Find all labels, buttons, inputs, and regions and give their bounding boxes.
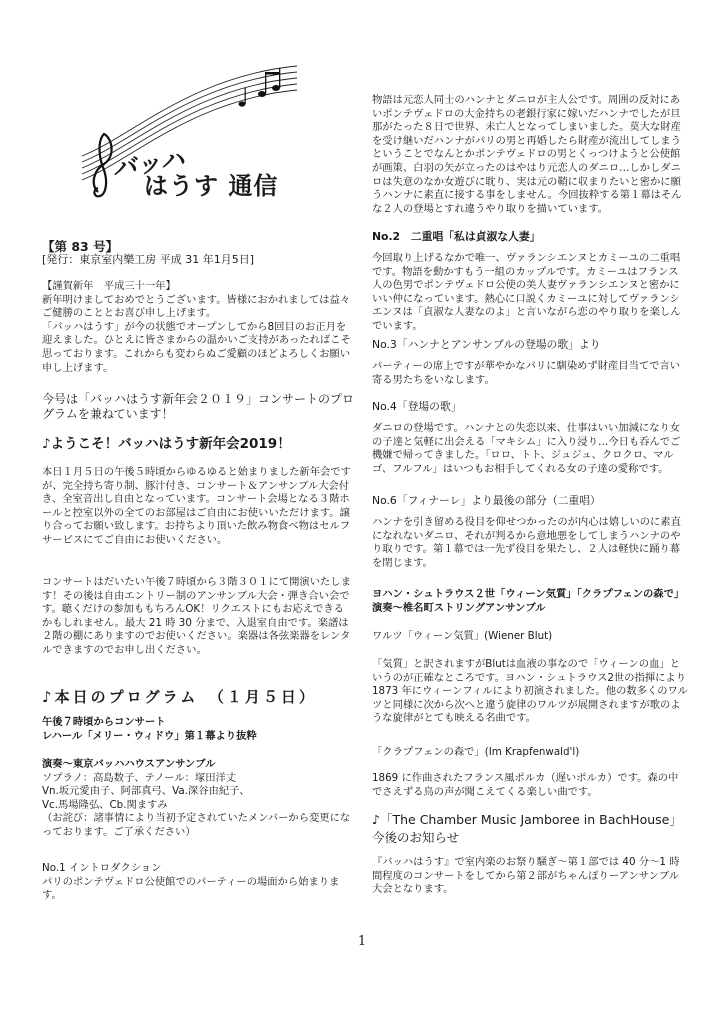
greeting-heading: 【謹賀新年 平成三十一年】 bbox=[42, 280, 176, 292]
jamboree-title: ♪「The Chamber Music Jamboree in BachHouse」 bbox=[372, 812, 682, 827]
no4-text: ダニロの登場です。ハンナとの失恋以来、仕事はいい加減になり女の子達と気軽に出会える「マキシム」に入り浸り…今日も呑んでご機嫌で帰ってきました。「ロロ、トト、ジュジュ、クロクロ、マルゴ、フルフル」はいつもお相手してくれる女の子達の愛称です。 bbox=[372, 422, 681, 475]
no1-section bbox=[42, 862, 354, 903]
krapfenwald-text: 1869 に作曲されたフランス風ポルカ（遅いポルカ）です。森の中でさえずる鳥の声が聞こえてくる楽しい曲です。 bbox=[372, 772, 679, 798]
welcome-paragraph-2: コンサートはだいたい午後７時頃から３階３０１にて開演いたします！その後は自由エントリー制のアンサンブル大会・弾き合い会です。聴くだけの参加ももちろんOK！リクエストにもお応えできるかもしれません。最大 21 時 30 分まで、入退室自由です。楽譜は２階の棚にありますのでお使いください。楽器は各弦楽器をレンタルできますのでお申し出ください。 bbox=[42, 576, 351, 656]
issue-number: 【第 83 号】 bbox=[42, 239, 119, 254]
program-rehearsal: レハール「メリー・ウィドウ」第１幕より抜粋 bbox=[42, 730, 257, 742]
jamboree-subtitle: 今後のお知らせ bbox=[372, 830, 460, 845]
waltz-title: ワルツ「ウィーン気質」(Wiener Blut) bbox=[372, 630, 553, 642]
no1-text: パリのポンテヴェドロ公使館でのパーティーの場面から始まります。 bbox=[42, 875, 340, 902]
no3-title: No.3「ハンナとアンサンブルの登場の歌」より bbox=[372, 338, 601, 351]
publisher-line: [発行：東京室内樂工房 平成 31 年1月5日] bbox=[42, 253, 255, 266]
welcome-paragraph-1: 本日１月５日の午後５時頃からゆるゆると始まりました新年会ですが、完全持ち寄り制、豚汁付き、コンサート＆アンサンブル大会付き、全室音出し自由となっています。コンサート会場となる３階ホールと控室以外の全てのお部屋はご自由にお使いいただけます。譲り合ってお願い致します。お持ちより頂いた飲み物食べ物はセルフサービスにてご自由にお使いください。 bbox=[42, 466, 351, 546]
greeting-paragraph-2: 「バッハはうす」が今の状態でオープンしてから8回目のお正月を迎えました。ひとえに皆さまからの温かいご支持があったればこそ思っております。これからも変わらぬご愛顧のほどよろしくお願い申し上げます。 bbox=[42, 320, 351, 374]
strauss-title-line-2: 演奏～椎名町ストリングアンサンブル bbox=[372, 601, 546, 614]
no4-title: No.4「登場の歌」 bbox=[372, 400, 462, 413]
program-notice: 今号は「バッハはうす新年会２０１９」コンサートのプログラムを兼ねています！ bbox=[42, 392, 355, 421]
program-singers: ソプラノ：高島数子、テノール：塚田洋丈 bbox=[42, 771, 237, 784]
program-ensemble-block bbox=[42, 758, 354, 840]
story-text: 物語は元恋人同士のハンナとダニロが主人公です。周囲の反対にあいポンテヴェドロの大金持ちの老銀行家に嫁いだハンナでしたが旦那がたった８日で世界、未亡人となってしまいました。莫大な財産を受け継いだハンナがパリの男と再婚したら財産が流出してしまうということでなんとかポンテヴェドロの男とくっつけようと公使館が画策、白羽の矢が立ったのはやはり元恋人のダニロ…しかしダニロは失意のなか女遊びに耽り、実は元の鞘に収まりたいと密かに願うハンナに素直に接する事をしません。今回抜粋する第１幕はそんな２人の登場とすれ違うやり取りを描いています。 bbox=[372, 94, 682, 215]
waltz-text: 「気質」と訳されますがBlutは血液の事なので「ウィーンの血」というのが正確なところです。ヨハン・シュトラウス2世の指揮により1873 年にウィーンフィルにより初演されました。他の数多くのワルツと同様に次から次へと違う旋律のワルツが展開されますが歌のような旋律がとても映える名曲です。 bbox=[372, 658, 688, 725]
program-title: ♪本日のプログラム （１月５日） bbox=[42, 688, 317, 706]
logo-title-top: バッハ bbox=[110, 144, 186, 183]
strauss-title-line-1: ヨハン・シュトラウス２世「ウィーン気質」「クラプフェンの森で」 bbox=[372, 588, 685, 600]
no6-title: No.6「フィナーレ」より最後の部分（二重唱） bbox=[372, 494, 601, 507]
no1-title: No.1 イントロダクション bbox=[42, 862, 162, 874]
program-strings-1: Vn.坂元愛由子、阿部真弓、Va.深谷由紀子、 bbox=[42, 785, 250, 798]
program-strings-2: Vc.馬場隆弘、Cb.関ますみ bbox=[42, 798, 168, 811]
krapfenwald-title: 「クラプフェンの森で」(Im Krapfenwald'l) bbox=[372, 746, 580, 758]
jamboree-text: 『バッハはうす』で室内楽のお祭り騒ぎ～第１部では 40 分～1 時間程度のコンサートをしてから第２部がちゃんぽりーアンサンブル大会となります。 bbox=[372, 856, 680, 896]
newsletter-logo bbox=[72, 60, 302, 210]
no2-text: 今回取り上げるなかで唯一、ヴァランシエンヌとカミーユの二重唱です。物語を動かすもう一組のカップルです。カミーユはフランス人の色男でポンテヴェドロ公使の美人妻ヴァランシエンヌと密かにいい仲になっています。熱心に口説くカミーユに対してヴァランシエンヌは「貞淑な人妻なのよ」と言いながら恋のやり取りを楽しんでいます。 bbox=[372, 252, 681, 332]
program-ensemble: 演奏～東京バッハハウスアンサンブル bbox=[42, 758, 216, 770]
welcome-title: ♪ようこそ！バッハはうす新年会2019！ bbox=[42, 436, 291, 452]
no3-text: パーティーの席上ですが華やかなパリに馴染めず財産目当てで言い寄る男たちをいなします。 bbox=[372, 360, 681, 386]
logo-title-bottom: はうす 通信 bbox=[144, 172, 279, 200]
page-number: 1 bbox=[357, 934, 367, 949]
program-start: 午後７時頃からコンサート bbox=[42, 716, 166, 728]
strauss-title bbox=[372, 588, 688, 615]
no2-title: No.2 二重唱「私は貞淑な人妻」 bbox=[372, 230, 541, 243]
program-apology: （お詫び：諸事情により当初予定されていたメンバーから変更になっております。ご了承ください） bbox=[42, 812, 351, 838]
no6-text: ハンナを引き留める役目を仰せつかったのが内心は嬉しいのに素直になれないダニロ、それが判るから意地悪をしてしまうハンナのやり取りです。第１幕では一先ず役目を果たし、２人は軽快に踊り幕を閉じます。 bbox=[372, 516, 681, 569]
greeting-paragraph-1: 新年明けましておめでとうございます。皆様におかれましては益々ご健勝のこととお喜び申し上げます。 bbox=[42, 293, 351, 320]
greeting-section bbox=[42, 280, 354, 375]
